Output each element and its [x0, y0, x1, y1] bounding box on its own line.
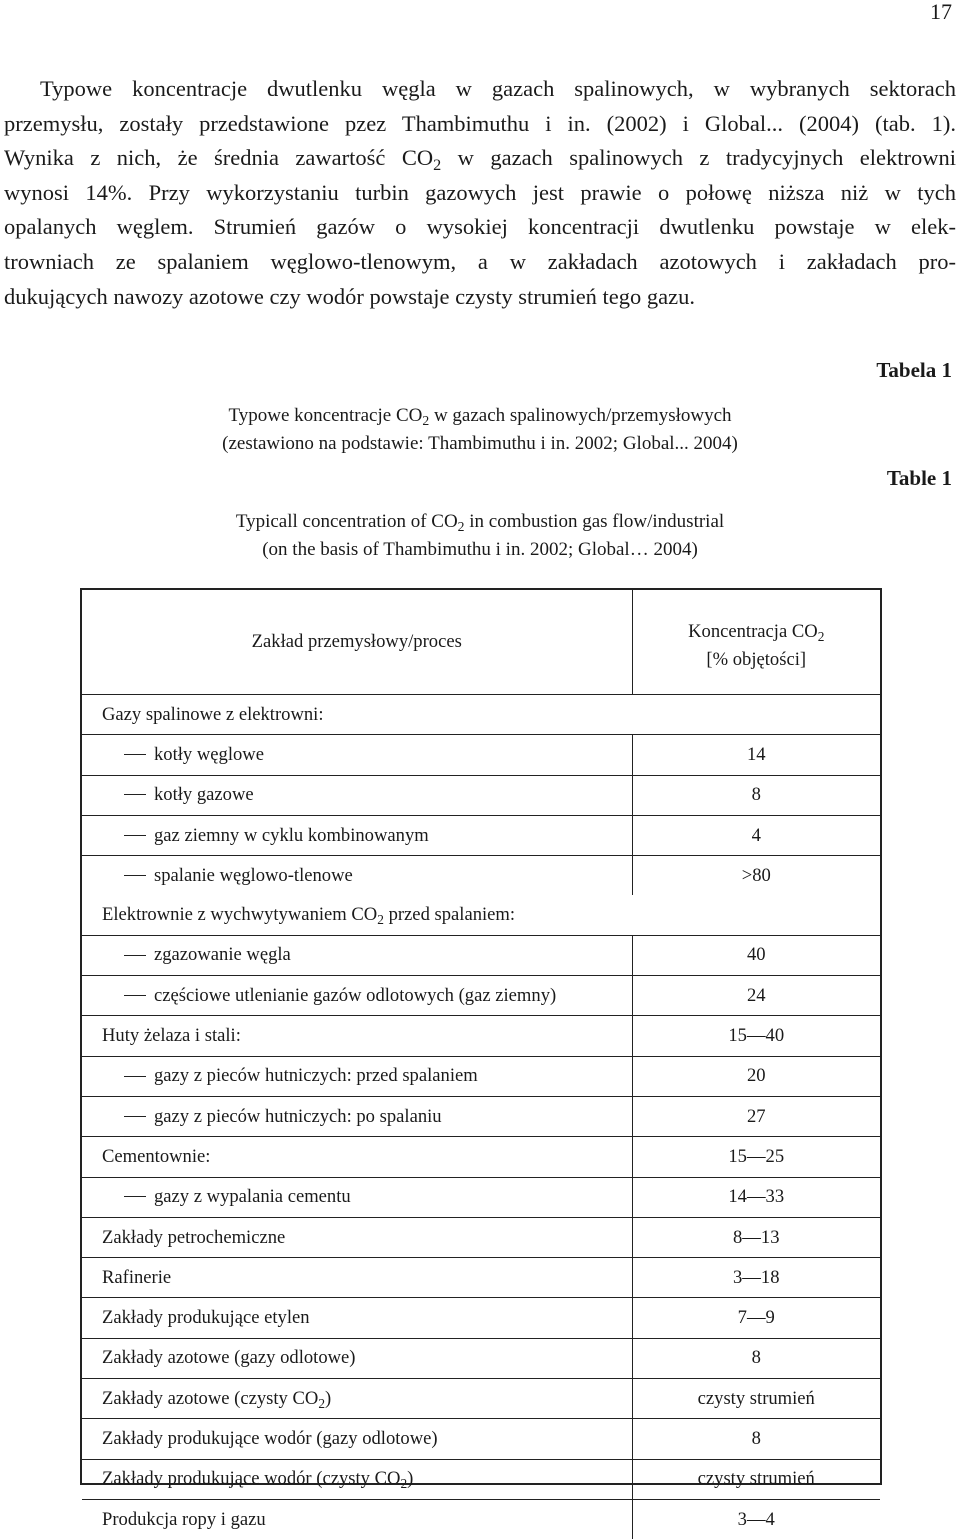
dash-marker — [124, 1076, 146, 1077]
row-value: 27 — [632, 1096, 880, 1136]
row-label: Zakłady produkujące etylen — [82, 1298, 632, 1338]
table-row — [82, 1379, 880, 1419]
row-value: 15—25 — [632, 1137, 880, 1177]
row-value: 3—4 — [632, 1499, 880, 1539]
col-header-concentration: Koncentracja $CO_2$ [% objętości] — [688, 621, 825, 670]
row-label: Cementownie: — [82, 1137, 632, 1177]
row-label: Huty żelaza i stali: — [82, 1016, 632, 1056]
row-label: Produkcja ropy i gazu — [82, 1499, 632, 1539]
dash-marker — [124, 835, 146, 836]
row-value: 8 — [632, 1419, 880, 1459]
row-label: gazy z pieców hutniczych: przed spalaniem — [82, 1056, 632, 1096]
dash-marker — [124, 1196, 146, 1197]
dash-marker — [124, 754, 146, 755]
row-label: Zakłady produkujące wodór (czysty $CO_2$) — [82, 1459, 632, 1499]
row-value: czysty strumień — [632, 1459, 880, 1499]
row-value — [632, 895, 880, 935]
col-header-process: Zakład przemysłowy/proces — [82, 590, 632, 695]
body-paragraph — [4, 72, 956, 314]
paragraph-line: Typowe koncentracje dwutlenku węgla w gazach spalinowych, w wybranych sektorach — [40, 76, 956, 101]
row-value: 20 — [632, 1056, 880, 1096]
table-row — [82, 1137, 880, 1177]
table-row — [82, 775, 880, 815]
table-row — [82, 1096, 880, 1136]
table-row — [82, 895, 880, 935]
row-label: spalanie węglowo-tlenowe — [82, 856, 632, 896]
table-row — [82, 1177, 880, 1217]
dash-marker — [124, 955, 146, 956]
table-header-row — [82, 590, 880, 695]
row-label: częściowe utlenianie gazów odlotowych (gaz ziemny) — [82, 976, 632, 1016]
table-row — [82, 1217, 880, 1257]
table-caption-en: Typicall concentration of $CO_2$ in combustion gas flow/industrial (on the basis of Thambimuthu i in. 2002; Global… 2004) — [235, 511, 725, 560]
row-value: 15—40 — [632, 1016, 880, 1056]
row-value: >80 — [632, 856, 880, 896]
row-label: Zakłady produkujące wodór (gazy odlotowe) — [82, 1419, 632, 1459]
row-value — [632, 695, 880, 735]
table-row — [82, 1258, 880, 1298]
table-row — [82, 976, 880, 1016]
row-label: Zakłady azotowe (czysty $CO_2$) — [82, 1379, 632, 1419]
table-row — [82, 1056, 880, 1096]
row-label: Gazy spalinowe z elektrowni: — [82, 695, 632, 735]
row-label: Elektrownie z wychwytywaniem $CO_2$ przed spalaniem: — [102, 904, 516, 928]
row-label: Zakłady azotowe (gazy odlotowe) — [82, 1338, 632, 1378]
row-label: gazy z pieców hutniczych: po spalaniu — [82, 1096, 632, 1136]
row-value: czysty strumień — [632, 1379, 880, 1419]
row-value: 24 — [632, 976, 880, 1016]
table-row — [82, 1459, 880, 1499]
row-label: Zakłady petrochemiczne — [82, 1217, 632, 1257]
dash-marker — [124, 794, 146, 795]
paragraph-line: opalanych węglem. Strumień gazów o wysokiej koncentracji dwutlenku powstaje w elek- — [4, 214, 956, 240]
row-value: 4 — [632, 815, 880, 855]
table-row — [82, 1338, 880, 1378]
co2-concentration-table — [80, 588, 882, 1530]
paragraph-line: wynosi 14%. Przy wykorzystaniu turbin gazowych jest prawie o połowę niższa niż w tych — [4, 179, 956, 205]
table-row — [82, 735, 880, 775]
page-number: 17 — [930, 0, 952, 24]
row-value: 8 — [632, 1338, 880, 1378]
table-row — [82, 1499, 880, 1539]
paragraph-line: dukujących nawozy azotowe czy wodór powstaje czysty strumień tego gazu. — [4, 283, 696, 309]
row-label: kotły węglowe — [82, 735, 632, 775]
row-value: 14 — [632, 735, 880, 775]
row-label: kotły gazowe — [82, 775, 632, 815]
table-label-en: Table 1 — [886, 466, 952, 490]
table-row — [82, 1419, 880, 1459]
dash-marker — [124, 995, 146, 996]
table-row — [82, 1298, 880, 1338]
row-label: zgazowanie węgla — [82, 935, 632, 975]
table-row — [82, 856, 880, 896]
dash-marker — [124, 1116, 146, 1117]
row-label: Rafinerie — [82, 1258, 632, 1298]
paragraph-line: przemysłu, zostały przedstawione pzez Thambimuthu i in. (2002) i Global... (2004) (tab. 1). — [4, 110, 956, 136]
dash-marker — [124, 875, 146, 876]
table-row — [82, 935, 880, 975]
row-value: 40 — [632, 935, 880, 975]
paragraph-line: trowniach ze spalaniem węglowo-tlenowym, a w zakładach azotowych i zakładach pro- — [4, 248, 956, 274]
table-row — [82, 1016, 880, 1056]
row-value: 8 — [632, 775, 880, 815]
paragraph-line: Wynika z nich, że średnia zawartość $CO_2$ w gazach spalinowych z tradycyjnych elektrowni — [4, 145, 956, 175]
row-label: gaz ziemny w cyklu kombinowanym — [82, 815, 632, 855]
table-caption-pl: Typowe koncentracje $CO_2$ w gazach spalinowych/przemysłowych (zestawiono na podstawie: Thambimuthu i in. 2002; Global... 2004) — [222, 405, 738, 454]
table-row — [82, 815, 880, 855]
row-value: 7—9 — [632, 1298, 880, 1338]
row-label: gazy z wypalania cementu — [82, 1177, 632, 1217]
row-value: 14—33 — [632, 1177, 880, 1217]
row-value: 3—18 — [632, 1258, 880, 1298]
row-value: 8—13 — [632, 1217, 880, 1257]
table-row — [82, 695, 880, 735]
table-label-pl: Tabela 1 — [876, 358, 952, 382]
